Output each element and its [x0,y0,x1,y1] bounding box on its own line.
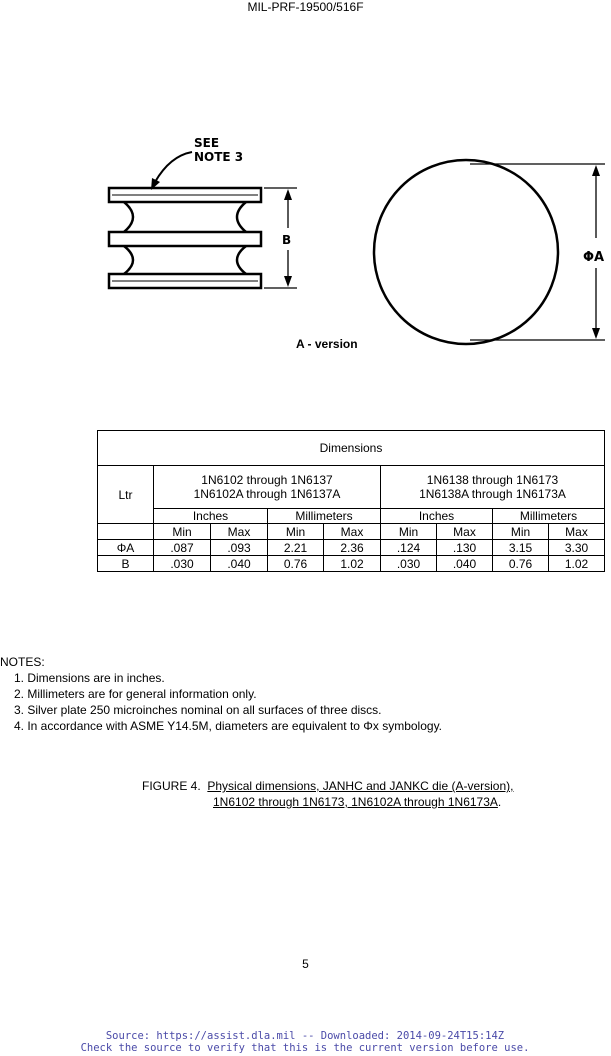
callout-see: SEE [194,136,220,150]
unit-header: Millimeters [493,509,605,524]
row-letter: B [98,556,154,572]
lower-die-right [237,246,246,274]
table-cell: .030 [154,556,211,572]
minmax-header: Min [154,524,211,540]
table-cell: 3.30 [549,540,605,556]
ltr-header: Ltr [98,466,154,524]
minmax-header: Min [493,524,549,540]
row-letter: ΦA [98,540,154,556]
group-1-line-1: 1N6102 through 1N6137 [201,473,333,487]
table-cell: .130 [437,540,493,556]
table-cell: .040 [211,556,268,572]
dim-b [264,188,297,288]
source-footer [0,1030,611,1054]
minmax-header: Max [324,524,381,540]
unit-header: Millimeters [268,509,381,524]
dim-a-arrow-top [592,165,600,176]
caption-line-2: 1N6102 through 1N6173, 1N6102A through 1N6173A [213,795,498,809]
table-title: Dimensions [98,431,605,466]
group-header-2 [381,466,605,509]
table-cell: 1.02 [549,556,605,572]
table-row-b [98,556,605,572]
group-header-1 [154,466,381,509]
table-cell: 0.76 [268,556,324,572]
caption-line-1: Physical dimensions, JANHC and JANKC die (A-version), [207,779,514,793]
figure-caption [142,778,513,810]
top-view-circle [374,160,558,344]
table-cell: 1.02 [324,556,381,572]
dim-a-arrow-bottom [592,328,600,339]
table-cell: .124 [381,540,437,556]
minmax-header: Min [381,524,437,540]
document-number: MIL-PRF-19500/516F [247,0,364,14]
table-row-a [98,540,605,556]
dim-b-arrow-bottom [284,276,292,287]
unit-header: Inches [154,509,268,524]
notes-section [0,654,442,734]
group-1-line-2: 1N6102A through 1N6137A [193,487,341,501]
notes-heading: NOTES: [0,655,45,669]
upper-die-left [124,202,133,232]
table-cell: 3.15 [493,540,549,556]
table-cell: .040 [437,556,493,572]
minmax-header: Min [268,524,324,540]
upper-die-right [237,202,246,232]
table-cell: 2.21 [268,540,324,556]
table-cell: .087 [154,540,211,556]
minmax-header: Max [549,524,605,540]
lower-die-left [124,246,133,274]
note-item: 4. In accordance with ASME Y14.5M, diameters are equivalent to Φx symbology. [14,719,443,733]
callout-note: NOTE 3 [194,150,244,164]
table-cell: 2.36 [324,540,381,556]
note-item: 1. Dimensions are in inches. [14,671,165,685]
minmax-header: Max [437,524,493,540]
source-line-1: Source: https://assist.dla.mil -- Downloaded: 2014-09-24T15:14Z [105,1030,505,1042]
note-item: 3. Silver plate 250 microinches nominal on all surfaces of three discs. [14,703,382,717]
side-view [109,188,261,288]
die-drawing [0,0,611,360]
source-line-2: Check the source to verify that this is the current version before use. [80,1042,530,1054]
page-number: 5 [302,957,309,971]
dim-b-label: B [282,233,292,247]
group-2-line-1: 1N6138 through 1N6173 [426,473,559,487]
version-label: A - version [296,337,358,351]
minmax-header: Max [211,524,268,540]
table-cell: 0.76 [493,556,549,572]
table-cell: .030 [381,556,437,572]
callout-leader [155,152,192,182]
dim-a-label: ΦA [583,250,605,265]
note-item: 2. Millimeters are for general information only. [14,687,257,701]
dim-b-arrow-top [284,189,292,200]
unit-header: Inches [381,509,493,524]
figure-label: FIGURE 4. [142,779,201,793]
table-cell: .093 [211,540,268,556]
caption-period: . [497,795,502,809]
blank-cell [98,524,154,540]
dimensions-table [97,430,605,572]
middle-disc [109,232,261,246]
group-2-line-2: 1N6138A through 1N6173A [419,487,566,501]
